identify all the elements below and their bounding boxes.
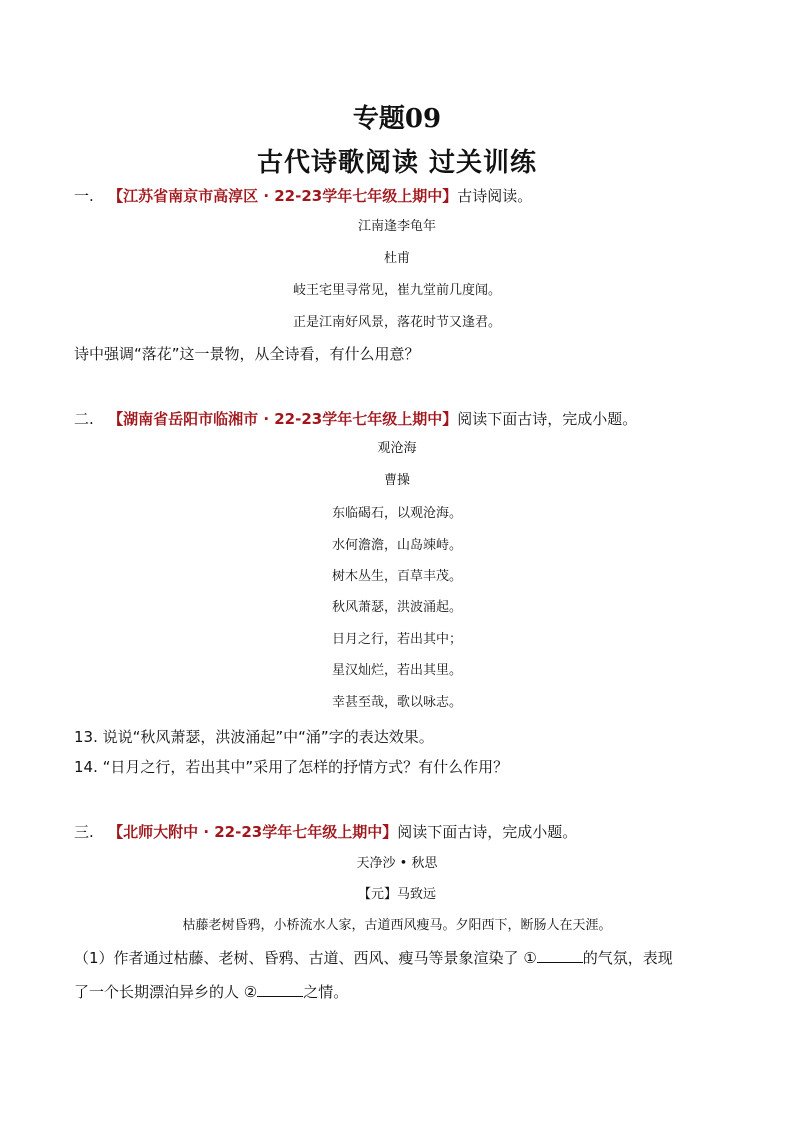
section1-poem-line: 正是江南好风景，落花时节又逢君。 <box>292 315 501 330</box>
section3-poem-author: 【元】马致远 <box>357 887 436 902</box>
section2-poem-title: 观沧海 <box>377 441 417 456</box>
section2-poem-author: 曹操 <box>383 473 410 488</box>
section2-poem-line: 日月之行，若出其中； <box>331 632 462 647</box>
section2-instruction: 阅读下面古诗，完成小题。 <box>457 410 638 428</box>
section2-number: 二. <box>74 410 94 428</box>
q1-text-d: 之情。 <box>303 983 349 1001</box>
section3-poem-line: 枯藤老树昏鸦，小桥流水人家，古道西风瘦马。夕阳西下，断肠人在天涯。 <box>182 918 612 933</box>
section2-poem-line: 水何澹澹，山岛竦峙。 <box>331 538 462 553</box>
section2-source: 【湖南省岳阳市临湘市 · 22-23学年七年级上期中】 <box>108 410 458 428</box>
section2-question-14: 14. “日月之行，若出其中”采用了怎样的抒情方式？有什么作用？ <box>74 758 509 776</box>
q1-text-a: （1）作者通过枯藤、老树、昏鸦、古道、西风、瘦马等景象渲染了 ① <box>74 949 537 967</box>
answer-blank-2[interactable] <box>257 982 303 997</box>
section1-poem-line: 岐王宅里寻常见，崔九堂前几度闻。 <box>292 283 501 298</box>
section1-question: 诗中强调“落花”这一景物，从全诗看，有什么用意？ <box>74 345 420 363</box>
section1-number: 一. <box>74 187 94 205</box>
section2-poem-line: 秋风萧瑟，洪波涌起。 <box>331 600 462 615</box>
section3-instruction: 阅读下面古诗，完成小题。 <box>397 823 578 841</box>
section3-question-1-line2 <box>74 982 348 1002</box>
section2-poem-line: 树木丛生，百草丰茂。 <box>331 569 462 584</box>
answer-blank-1[interactable] <box>537 948 583 963</box>
section2-heading <box>74 409 637 429</box>
section1-heading <box>74 186 532 206</box>
page-title: 专题09 <box>352 104 442 134</box>
section3-number: 三. <box>74 823 94 841</box>
page-subtitle: 古代诗歌阅读 过关训练 <box>256 148 538 178</box>
section1-poem-title: 江南逢李龟年 <box>357 219 436 234</box>
section2-poem-line: 星汉灿烂，若出其里。 <box>331 663 462 678</box>
section2-question-13: 13. 说说“秋风萧瑟，洪波涌起”中“涌”字的表达效果。 <box>74 728 434 746</box>
section3-source: 【北师大附中 · 22-23学年七年级上期中】 <box>108 823 398 841</box>
section3-question-1-line1 <box>74 948 673 968</box>
section2-poem-line: 东临碣石，以观沧海。 <box>331 506 462 521</box>
section1-poem-author: 杜甫 <box>383 251 410 266</box>
section1-source: 【江苏省南京市高淳区 · 22-23学年七年级上期中】 <box>108 187 458 205</box>
section3-heading <box>74 822 577 842</box>
q1-text-b: 的气氛，表现 <box>582 949 673 967</box>
section3-poem-title: 天净沙 • 秋思 <box>356 856 438 871</box>
section1-instruction: 古诗阅读。 <box>457 187 533 205</box>
section2-poem-line: 幸甚至哉，歌以咏志。 <box>331 695 462 710</box>
q1-text-c: 了一个长期漂泊异乡的人 ② <box>74 983 258 1001</box>
